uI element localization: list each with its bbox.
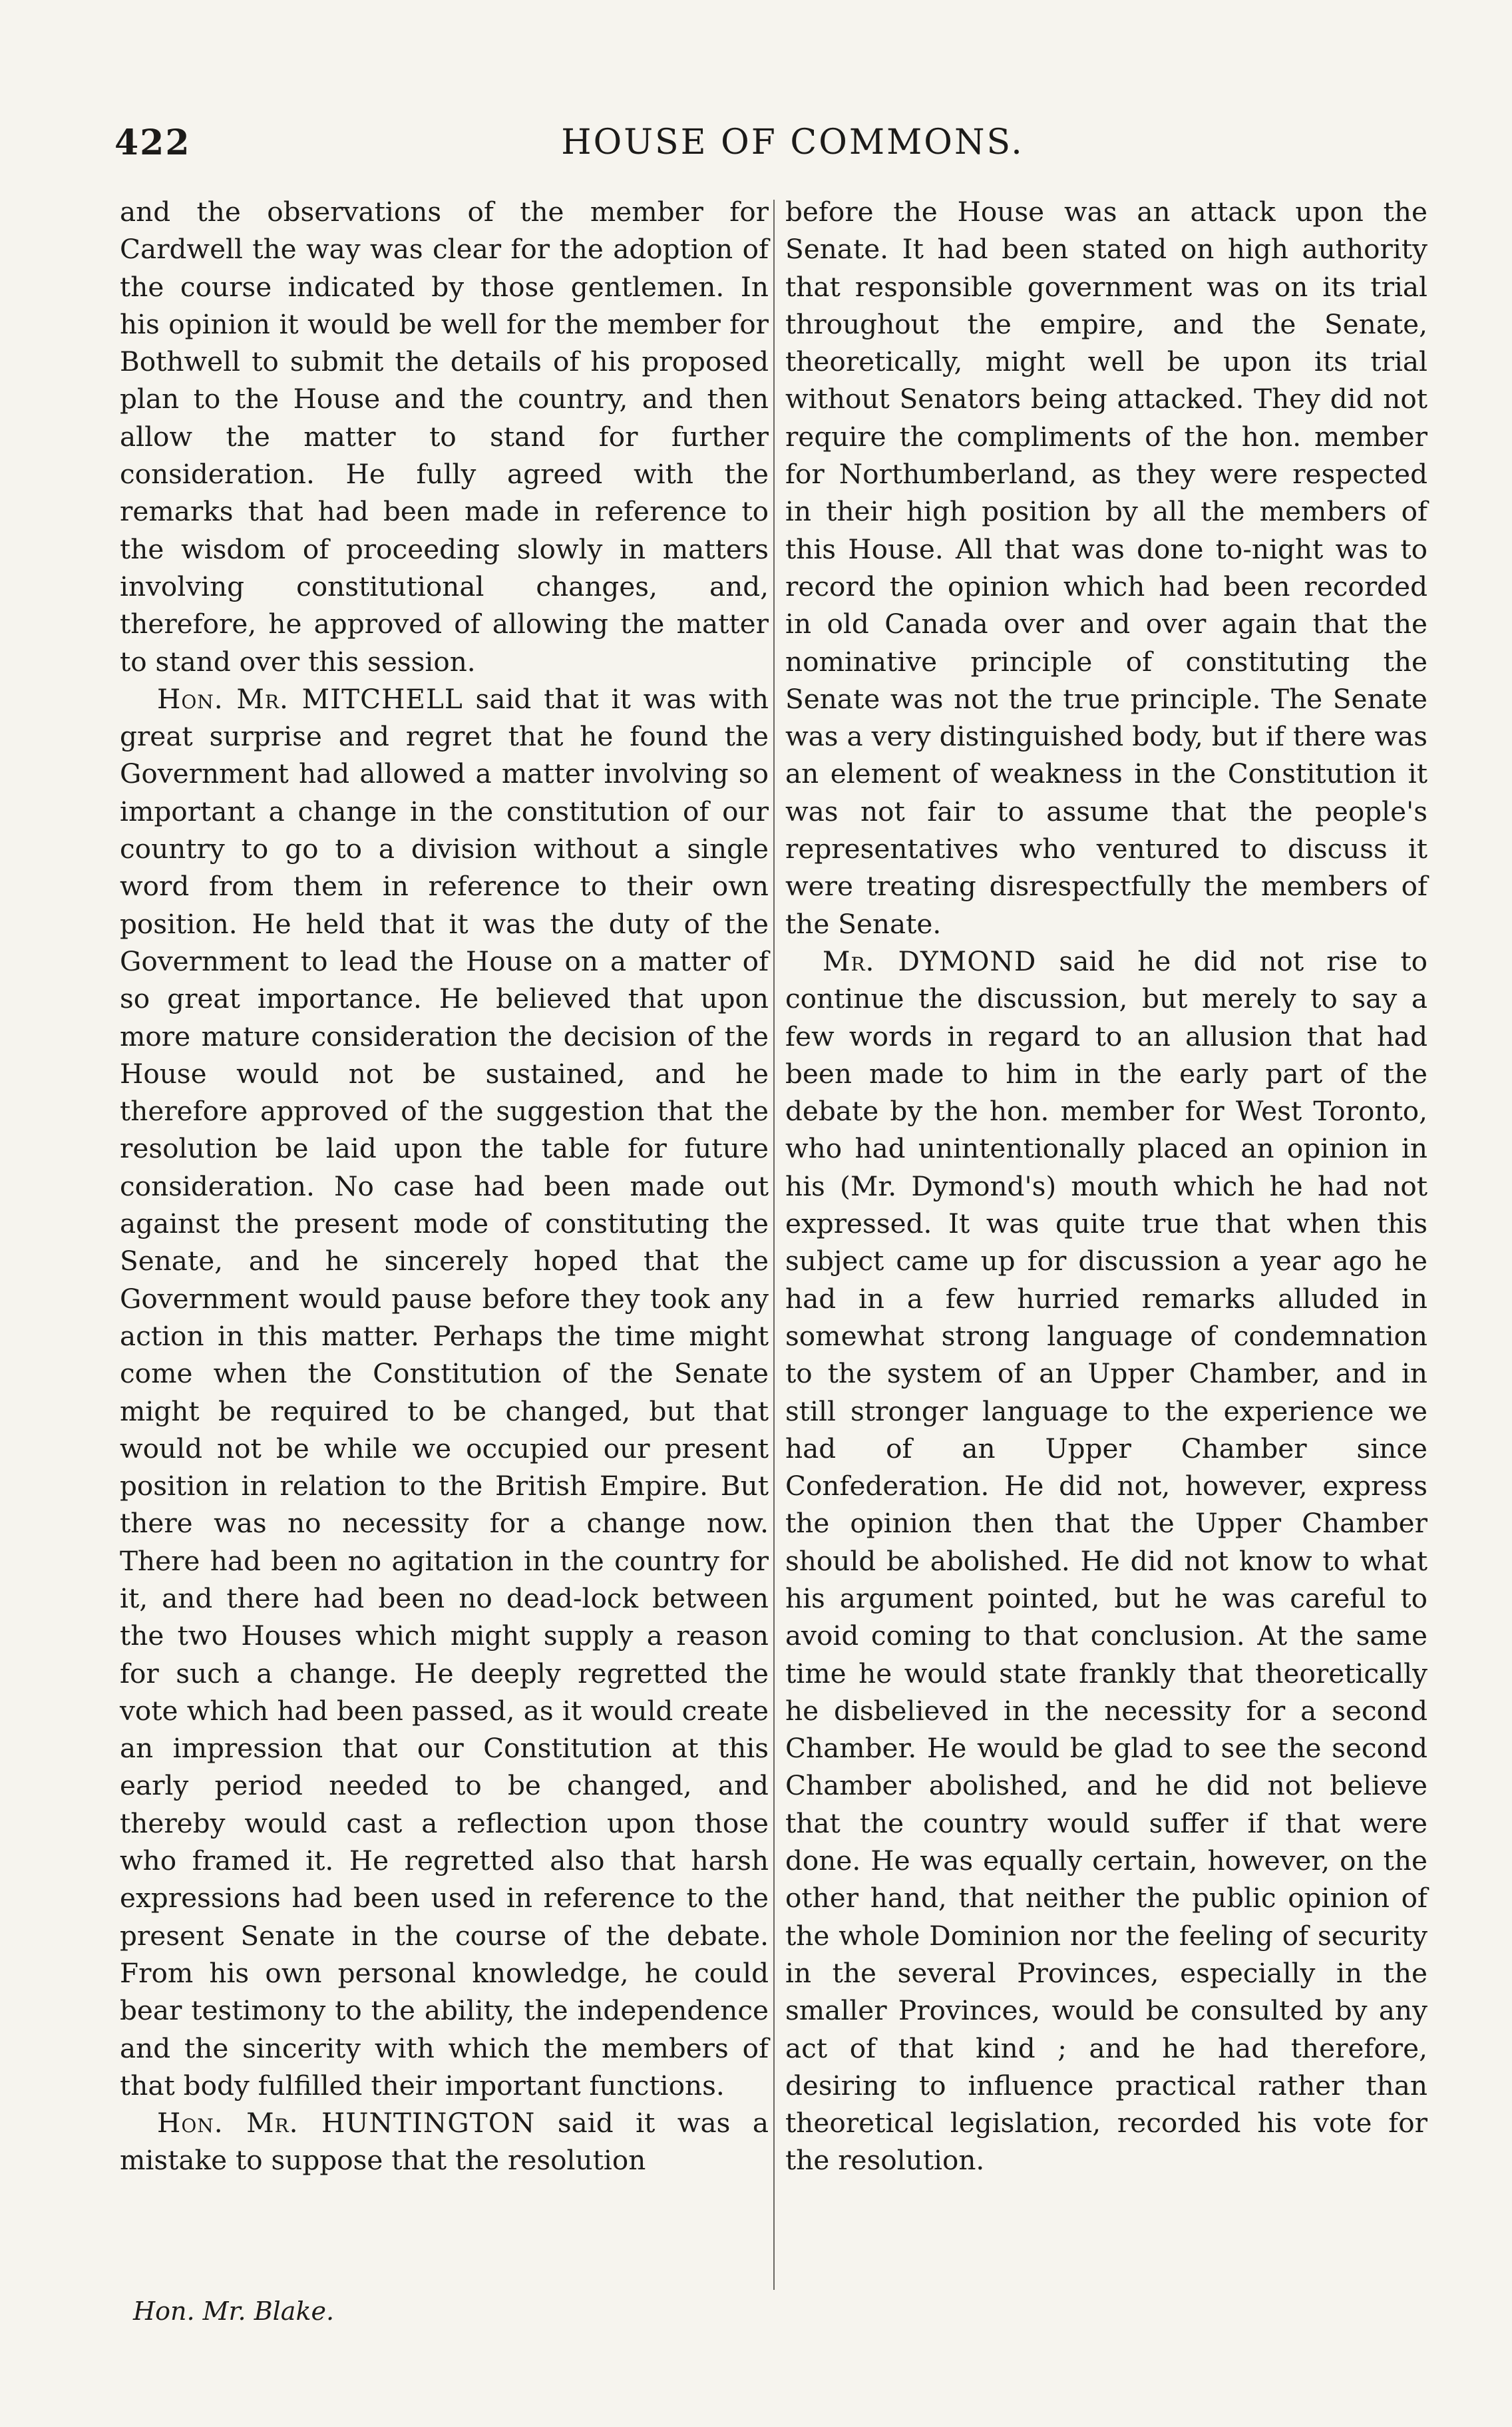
paragraph-text: and the observations of the member for Cardwell the way was clear for the adoption of the course indicated by those gentlemen. In his opinion it would be well for the member for Bothwell to submit the details of his proposed plan to the House and the country, and then allow the matter to stand for further consideration. He fully agreed with the remarks that had been made in reference to the wisdom of proceeding slowly in matters involving constitutional changes, and, therefore, he approved of allowing the matter to stand over this session. (120, 196, 769, 678)
right-column (785, 193, 1427, 2179)
paragraph-text: before the House was an attack upon the Senate. It had been stated on high authority that responsible government was on its trial throughout the empire, and the Senate, theoretically, might well be upon its trial without Senators being attacked. They did not require the compliments of the hon. member for Northumberland, as they were respected in their high position by all the members of this House. All that was done to-night was to record the opinion which had been recorded in old Canada over and over again that the nominative principle of constituting the Senate was not the true principle. The Senate was a very distinguished body, but if there was an element of weakness in the Constitution it was not fair to assume that the people's representatives who ventured to discuss it were treating disrespectfully the members of the Senate. (785, 196, 1427, 940)
paragraph-speech (785, 943, 1427, 2179)
paragraph-continuation (785, 193, 1427, 943)
speaker-name: Hon. Mr. MITCHELL (157, 682, 463, 715)
speaker-name: Hon. Mr. HUNTINGTON (157, 2107, 536, 2139)
running-head: HOUSE OF COMMONS. (561, 122, 1024, 162)
paragraph-speech (120, 2104, 769, 2179)
paragraph-text: said that it was with great surprise and regret that he found the Government had allowed a matter involving so important a change in the constitution of our country to go to a division without a single word from them in reference to their own position. He held that it was the duty of the Government to lead the House on a matter of so great importance. He believed that upon more mature consideration the decision of the House would not be sustained, and he therefore approved of the suggestion that the resolution be laid upon the table for future consideration. No case had been made out against the present mode of constituting the Senate, and he sincerely hoped that the Government would pause before they took any action in this matter. Perhaps the time might come when the Constitution of the Senate might be required to be changed, but that would not be while we occupied our present position in relation to the British Empire. But there was no necessity for a change now. There had been no agitation in the country for it, and there had been no dead-lock between the two Houses which might supply a reason for such a change. He deeply regretted the vote which had been passed, as it would create an impression that our Constitution at this early period needed to be changed, and thereby would cast a reflection upon those who framed it. He regretted also that harsh expressions had been used in reference to the present Senate in the course of the debate. From his own personal knowledge, he could bear testimony to the ability, the independence and the sincerity with which the members of that body fulfilled their important functions. (120, 682, 769, 2101)
paragraph-text: said he did not rise to continue the discussion, but merely to say a few words in regard to an allusion that had been made to him in the early part of the debate by the hon. member for West Toronto, who had unintentionally placed an opinion in his (Mr. Dymond's) mouth which he had not expressed. It was quite true that when this subject came up for discussion a year ago he had in a few hurried remarks alluded in somewhat strong language of condemnation to the system of an Upper Chamber, and in still stronger language to the experience we had of an Upper Chamber since Confederation. He did not, however, express the opinion then that the Upper Chamber should be abolished. He did not know to what his argument pointed, but he was careful to avoid coming to that conclusion. At the same time he would state frankly that theoretically he disbelieved in the necessity for a second Chamber. He would be glad to see the second Chamber abolished, and he did not believe that the country would suffer if that were done. He was equally certain, however, on the other hand, that neither the public opinion of the whole Dominion nor the feeling of security in the several Provinces, especially in the smaller Provinces, would be consulted by any act of that kind ; and he had therefore, desiring to influence practical rather than theoretical legislation, recorded his vote for the resolution. (785, 945, 1427, 2177)
column-divider (773, 200, 775, 2290)
paragraph-continuation (120, 193, 769, 680)
speaker-name: Mr. DYMOND (823, 945, 1037, 977)
catchword: Hon. Mr. Blake. (133, 2297, 335, 2326)
paragraph-text: said it was a mistake to suppose that the resolution (120, 2107, 769, 2177)
page-number: 422 (114, 122, 191, 163)
left-column (120, 193, 769, 2179)
paragraph-speech (120, 680, 769, 2104)
